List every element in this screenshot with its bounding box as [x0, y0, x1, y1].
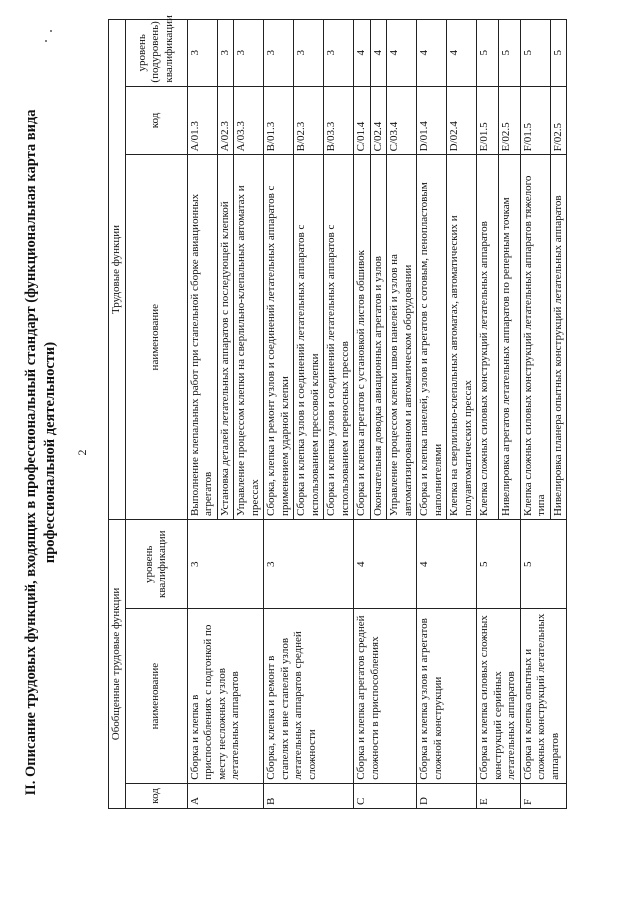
function-level: 3: [324, 20, 354, 87]
group-level: 5: [520, 520, 567, 609]
function-level: 5: [550, 20, 567, 87]
function-name: Сборка и клепка узлов и соединений летательных аппаратов с использованием переносных прессов: [324, 155, 354, 520]
function-code: A/03.3: [234, 86, 264, 155]
group-code: E: [477, 783, 521, 808]
generalized-functions-header: Обобщенные трудовые функции: [109, 520, 126, 809]
function-code: C/01.4: [354, 86, 371, 155]
function-level: 4: [387, 20, 417, 87]
function-level: 4: [417, 20, 447, 87]
group-code: C: [354, 783, 417, 808]
group-name: Сборка, клепка и ремонт в стапелях и вне стапелей узлов летательных аппаратов средней сложности: [264, 609, 354, 783]
table-row: [477, 20, 499, 809]
group-code: B: [264, 783, 354, 808]
function-level: 5: [498, 20, 520, 87]
function-name: Управление процессом клепки на сверлильно-клепальных автоматах и прессах: [234, 155, 264, 520]
name-header: наименование: [125, 609, 187, 783]
table-row: [520, 20, 550, 809]
function-name: Управление процессом клепки швов панелей и узлов на автоматизированном и автоматическом оборудовании: [387, 155, 417, 520]
function-code: A/02.3: [217, 86, 234, 155]
page-number: 2: [75, 449, 89, 456]
function-code: B/01.3: [264, 86, 294, 155]
function-code: C/03.4: [387, 86, 417, 155]
tf-name-header: наименование: [125, 155, 187, 520]
group-level: 5: [477, 520, 521, 609]
function-level: 3: [217, 20, 234, 87]
function-code: B/02.3: [294, 86, 324, 155]
function-name: Сборка, клепка и ремонт узлов и соединений летательных аппаратов с применением ударной клепки: [264, 155, 294, 520]
group-code: F: [520, 783, 567, 808]
function-level: 4: [447, 20, 477, 87]
functional-map-table: [108, 15, 567, 809]
function-name: Нивелировка планера опытных конструкций летательных аппаратов: [550, 155, 567, 520]
group-name: Сборка и клепка силовых сложных конструкций серийных летательных аппаратов: [477, 609, 521, 783]
function-name: Клепка сложных силовых конструкций летательных аппаратов: [477, 155, 499, 520]
function-code: E/01.5: [477, 86, 499, 155]
function-code: E/02.5: [498, 86, 520, 155]
function-level: 3: [264, 20, 294, 87]
function-level: 5: [520, 20, 550, 87]
labor-functions-header: Трудовые функции: [109, 20, 126, 520]
function-name: Выполнение клепальных работ при стапельной сборке авиационных агрегатов: [187, 155, 217, 520]
table-row: [264, 20, 294, 809]
group-name: Сборка и клепка агрегатов средней сложности в приспособлениях: [354, 609, 417, 783]
function-level: 3: [294, 20, 324, 87]
tf-code-header: код: [125, 86, 187, 155]
sub-level-header: уровень (подуровень) квалификации: [125, 20, 187, 87]
group-level: 4: [417, 520, 477, 609]
group-level: 3: [264, 520, 354, 609]
section-title: II. Описание трудовых функций, входящих в профессиональный стандарт (функциональная карта вида профессиональной деятельности): [23, 109, 58, 796]
function-code: C/02.4: [370, 86, 387, 155]
function-name: Нивелировка агрегатов летательных аппаратов по реперным точкам: [498, 155, 520, 520]
function-level: 3: [234, 20, 264, 87]
table-row: [187, 20, 217, 809]
function-name: Сборка и клепка узлов и соединений летательных аппаратов с использованием прессовой клепки: [294, 155, 324, 520]
function-name: Установка деталей летательных аппаратов с последующей клепкой: [217, 155, 234, 520]
function-name: Окончательная доводка авиационных агрегатов и узлов: [370, 155, 387, 520]
function-level: 3: [187, 20, 217, 87]
table-row: [417, 20, 447, 809]
function-level: 4: [370, 20, 387, 87]
function-level: 4: [354, 20, 371, 87]
function-code: F/02.5: [550, 86, 567, 155]
function-code: D/02.4: [447, 86, 477, 155]
qual-level-header: уровень квалификации: [125, 520, 187, 609]
function-code: A/01.3: [187, 86, 217, 155]
group-name: Сборка и клепка в приспособлениях с подгонкой по месту несложных узлов летательных аппаратов: [187, 609, 264, 783]
function-code: B/03.3: [324, 86, 354, 155]
function-name: Клепка на сверлильно-клепальных автоматах, автоматических и полуавтоматических прессах: [447, 155, 477, 520]
group-name: Сборка и клепка узлов и агрегатов сложной конструкции: [417, 609, 477, 783]
function-name: Сборка и клепка панелей, узлов и агрегатов с сотовым, пенопластовым наполнителями: [417, 155, 447, 520]
function-code: D/01.4: [417, 86, 447, 155]
group-level: 3: [187, 520, 264, 609]
function-code: F/01.5: [520, 86, 550, 155]
group-code: D: [417, 783, 477, 808]
group-name: Сборка и клепка опытных и сложных конструкций летательных аппаратов: [520, 609, 567, 783]
table-row: [354, 20, 371, 809]
group-code: A: [187, 783, 264, 808]
group-level: 4: [354, 520, 417, 609]
code-header: код: [125, 783, 187, 808]
function-name: Клепка сложных силовых конструкций летательных аппаратов тяжелого типа: [520, 155, 550, 520]
function-level: 5: [477, 20, 499, 87]
function-name: Сборка и клепка агрегатов с установкой листов обшивок: [354, 155, 371, 520]
